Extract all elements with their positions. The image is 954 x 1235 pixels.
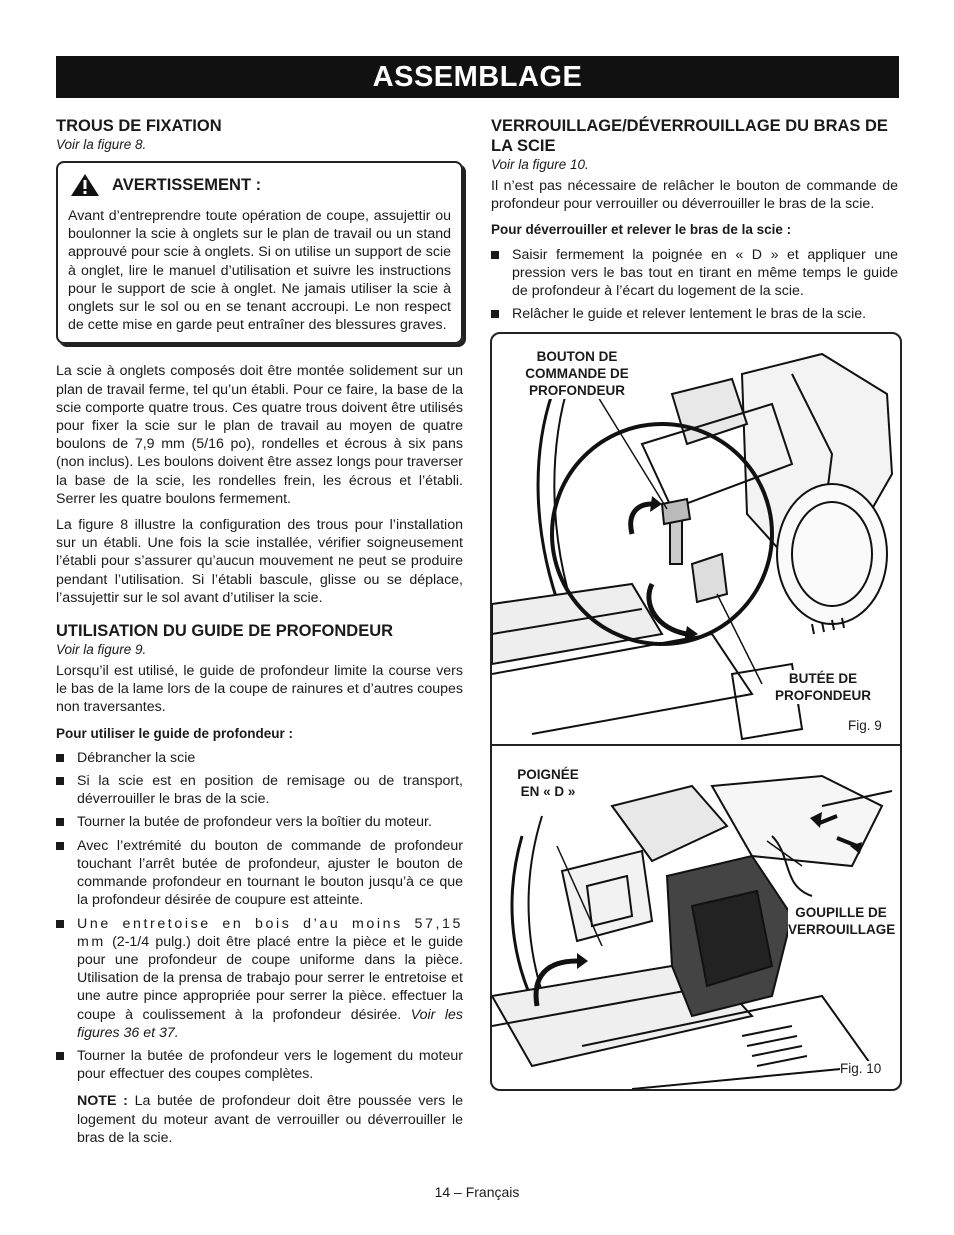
section-ref-verrouillage: Voir la figure 10.	[491, 157, 589, 172]
left-column	[56, 116, 463, 1152]
page-banner: ASSEMBLAGE	[56, 56, 899, 98]
callout-text: GOUPILLE DE VERROUILLAGE	[788, 905, 896, 937]
bullet-ref: Voir les figures 36 et 37.	[77, 1006, 463, 1041]
right-column	[491, 116, 898, 328]
bullet-square	[56, 842, 64, 850]
section-heading-trous: TROUS DE FIXATION	[56, 117, 222, 135]
list-item	[56, 915, 463, 1042]
note	[77, 1092, 463, 1147]
warning-title: AVERTISSEMENT :	[112, 175, 262, 194]
section-ref-guide: Voir la figure 9.	[56, 642, 147, 658]
bullet-text-spaced: Une entretoise en bois d’au moins 57,15 mm	[77, 915, 463, 950]
section-heading-guide: UTILISATION DU GUIDE DE PROFONDEUR	[56, 622, 394, 641]
bullet-square	[491, 310, 499, 318]
note-label: NOTE :	[77, 1093, 128, 1110]
bullet-text: Avec l’extrémité du bouton de commande de profondeur touchant l’arrêt butée de profondeur, ajuster le bouton de commande profondeur en tournant le bouton jusqu’à ce que la profondeur désirée de coupure est atteinte.	[77, 837, 463, 909]
figure9-label: Fig. 9	[848, 718, 882, 733]
page-footer: 14 – Français	[434, 1184, 520, 1200]
callout-goupille-verrouillage	[788, 904, 894, 938]
bullet-square	[56, 818, 64, 826]
figure-panel	[490, 332, 902, 1091]
warning-text: Avant d’entreprendre toute opération de coupe, assujettir ou boulonner la scie à onglets sur le plan de travail ou un stand approuvé pour scie à onglets. Si on utilise un support de scie à onglet, lire le manuel d’utilisation et suivre les instructions pour le support de scie à onglet. Ne jamais utiliser la scie à onglets sur le sol ou en se tenant accroupi. Le non respect de cette mise en garde peut entraîner des blessures graves.	[68, 208, 451, 334]
bullet-square	[491, 251, 499, 259]
bullet-text: Tourner la butée de profondeur vers le logement du moteur pour effectuer des coupes complètes.	[77, 1047, 463, 1083]
bullet-square	[56, 777, 64, 785]
bullet-text: Débrancher la scie	[77, 749, 196, 766]
warning-triangle-icon	[70, 173, 100, 197]
callout-bouton-profondeur	[498, 348, 656, 399]
lead-verrouillage: Pour déverrouiller et relever le bras de la scie :	[491, 222, 792, 238]
bullet-text: Tourner la butée de profondeur vers la boîtier du moteur.	[77, 814, 432, 831]
paragraph-verrouillage: Il n’est pas nécessaire de relâcher le bouton de commande de profondeur pour verrouiller ou déverrouiller le bras de la scie.	[491, 178, 898, 213]
list-item	[491, 305, 898, 323]
paragraph-guide: Lorsqu’il est utilisé, le guide de profondeur limite la course vers le bas de la lame lors de la coupe de rainures et d’autres coupes non traversantes.	[56, 663, 463, 716]
lead-guide: Pour utiliser le guide de profondeur :	[56, 725, 294, 741]
bullet-square	[56, 754, 64, 762]
list-item	[56, 772, 463, 808]
bullet-text: (2-1/4 pulg.) doit être placé entre la pièce et le guide pour une profondeur de coupe uniforme dans la pièce. Utilisation de la prensa de trabajo pour serrer le entretoise et une autre pince appropriée pour serrer la pièce. effectuer la coupe à coulissement à la profondeur désirée.	[77, 933, 463, 1023]
bullet-text: Si la scie est en position de remisage ou de transport, déverrouiller le bras de la scie.	[77, 773, 463, 808]
callout-butee-profondeur	[770, 670, 876, 704]
note-text: La butée de profondeur doit être poussée vers le logement du moteur avant de verrouiller ou déverrouiller le bras de la scie.	[77, 1093, 463, 1146]
bullet-text: Relâcher le guide et relever lentement le bras de la scie.	[512, 306, 867, 323]
callout-text: POIGNÉE EN « D »	[517, 767, 579, 799]
list-item	[491, 246, 898, 301]
warning-box	[56, 161, 463, 344]
list-item	[56, 749, 463, 767]
verrouillage-bullet-list	[491, 246, 898, 324]
list-item	[56, 1047, 463, 1147]
bullet-text: Saisir fermement la poignée en « D » et appliquer une pression vers le bas tout en tirant en même temps le guide de profondeur à l’écart du logement de la scie.	[512, 246, 898, 300]
list-item	[56, 813, 463, 831]
section-heading-verrouillage: VERROUILLAGE/DÉVERROUILLAGE DU BRAS DE LA SCIE	[491, 117, 888, 155]
paragraph-montage: La scie à onglets composés doit être montée solidement sur un plan de travail ferme, tel qu’un établi. Pour ce faire, la base de la scie comporte quatre trous. Ces quatre trous doivent être utilisés pour fixer la scie sur le plan de travail au moyen de quatre boulons de 7,9 mm (5/16 po), rondelles et écrous à six pans (non inclus). Les boulons doivent être assez longs pour traverser la base de la scie, les rondelles frein, les écrous et l’établi. Serrer les quatre boulons fermement.	[56, 363, 463, 507]
callout-poignee-d	[506, 766, 590, 800]
warning-header	[68, 173, 451, 197]
callout-text: BOUTON DE COMMANDE DE PROFONDEUR	[525, 349, 629, 398]
list-item	[56, 837, 463, 910]
bullet-square	[56, 920, 64, 928]
paragraph-figure8: La figure 8 illustre la configuration des trous pour l’installation sur un établi. Une fois la scie installée, vérifier soigneusement l’établi pour s’assurer qu’aucun mouvement ne peut se produire pendant l’utilisation. Si l’établi bascule, glisse ou se déplace, l’assujettir sur le sol avant d’utiliser la scie.	[56, 517, 463, 606]
figure10-label: Fig. 10	[840, 1061, 882, 1076]
section-ref-trous: Voir la figure 8.	[56, 137, 147, 152]
guide-bullet-list	[56, 749, 463, 1147]
callout-text: BUTÉE DE PROFONDEUR	[774, 671, 871, 703]
bullet-square	[56, 1052, 64, 1060]
